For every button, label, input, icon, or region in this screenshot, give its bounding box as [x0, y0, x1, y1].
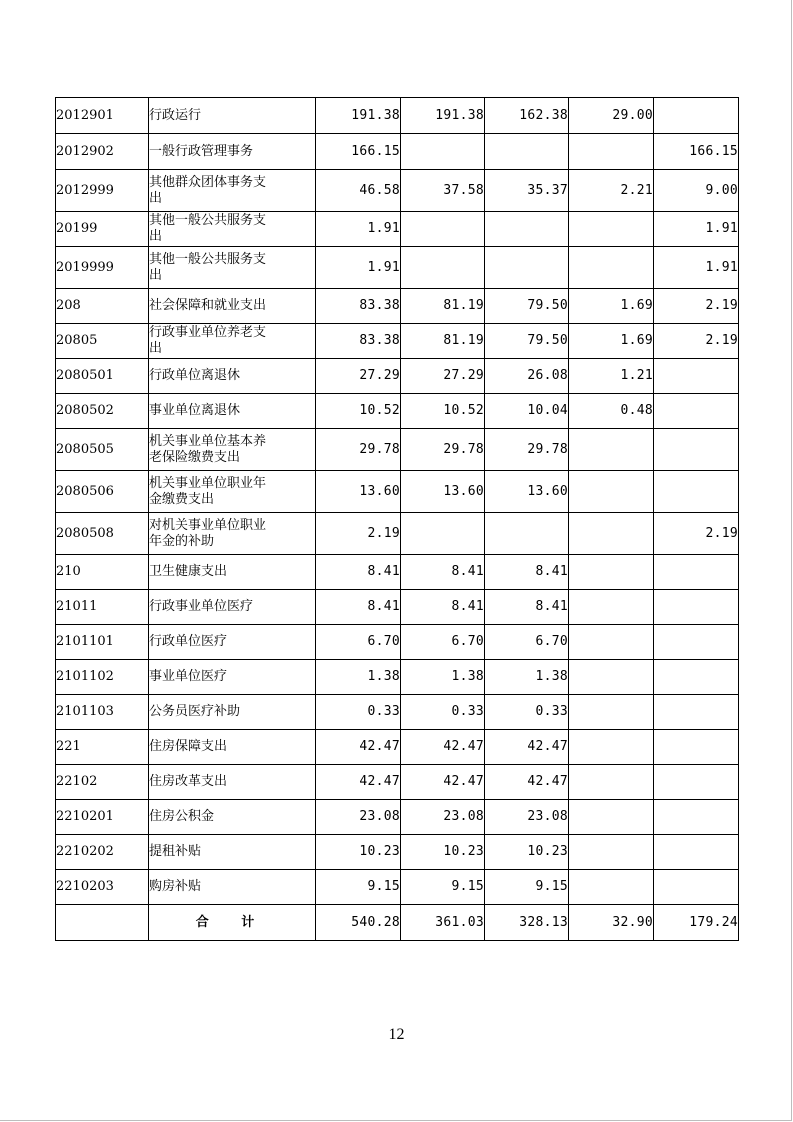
table-body — [56, 98, 739, 941]
subject-code: 2210202 — [56, 835, 149, 870]
amount-project — [654, 870, 739, 905]
amount-personnel: 6.70 — [485, 625, 569, 660]
table-row — [56, 730, 739, 765]
amount-personnel — [485, 134, 569, 170]
amount-basic: 13.60 — [401, 471, 485, 513]
subject-code: 22102 — [56, 765, 149, 800]
subject-name: 机关事业单位职业年金缴费支出 — [149, 475, 267, 507]
amount-total: 6.70 — [316, 625, 401, 660]
amount-basic: 191.38 — [401, 98, 485, 134]
subject-code: 2101103 — [56, 695, 149, 730]
amount-public — [569, 800, 654, 835]
amount-project: 1.91 — [654, 247, 739, 289]
amount-total: 1.91 — [316, 212, 401, 247]
amount-project — [654, 730, 739, 765]
subject-name: 机关事业单位基本养老保险缴费支出 — [149, 433, 267, 465]
amount-personnel: 9.15 — [485, 870, 569, 905]
amount-project — [654, 765, 739, 800]
table-row — [56, 625, 739, 660]
amount-project — [654, 590, 739, 625]
subject-name-cell — [149, 625, 316, 660]
subject-name: 住房保障支出 — [149, 739, 228, 754]
amount-project — [654, 660, 739, 695]
amount-personnel — [485, 212, 569, 247]
amount-project: 2.19 — [654, 324, 739, 359]
amount-basic — [401, 134, 485, 170]
subject-name: 事业单位医疗 — [149, 669, 228, 684]
subject-code: 2080508 — [56, 513, 149, 555]
subject-name-cell — [149, 289, 316, 324]
table-row — [56, 513, 739, 555]
total-row — [56, 905, 739, 941]
amount-basic: 42.47 — [401, 765, 485, 800]
amount-public — [569, 625, 654, 660]
amount-total: 8.41 — [316, 590, 401, 625]
table-row — [56, 359, 739, 394]
subject-code: 2080501 — [56, 359, 149, 394]
subject-name-cell — [149, 134, 316, 170]
amount-public: 2.21 — [569, 170, 654, 212]
amount-basic: 81.19 — [401, 289, 485, 324]
table-row — [56, 555, 739, 590]
subject-name: 其他一般公共服务支出 — [149, 213, 267, 244]
table-row — [56, 800, 739, 835]
amount-public — [569, 695, 654, 730]
amount-total: 1.38 — [316, 660, 401, 695]
table-row — [56, 870, 739, 905]
table-row — [56, 835, 739, 870]
subject-name: 住房公积金 — [149, 809, 215, 824]
amount-basic — [401, 212, 485, 247]
amount-basic: 81.19 — [401, 324, 485, 359]
table-row — [56, 289, 739, 324]
amount-project — [654, 429, 739, 471]
amount-project — [654, 394, 739, 429]
amount-personnel: 10.23 — [485, 835, 569, 870]
amount-personnel — [485, 513, 569, 555]
subject-name: 其他群众团体事务支出 — [149, 174, 267, 206]
subject-name-cell — [149, 471, 316, 513]
amount-basic: 42.47 — [401, 730, 485, 765]
subject-code: 2210201 — [56, 800, 149, 835]
amount-public — [569, 590, 654, 625]
subject-code: 2101101 — [56, 625, 149, 660]
amount-public — [569, 555, 654, 590]
table-row — [56, 212, 739, 247]
subject-name: 行政运行 — [149, 107, 202, 123]
subject-name: 住房改革支出 — [149, 774, 228, 789]
subject-name-cell — [149, 170, 316, 212]
subject-code: 208 — [56, 289, 149, 324]
amount-project — [654, 835, 739, 870]
amount-personnel: 1.38 — [485, 660, 569, 695]
amount-personnel: 42.47 — [485, 765, 569, 800]
subject-name-cell — [149, 800, 316, 835]
subject-name: 一般行政管理事务 — [149, 143, 254, 159]
amount-public — [569, 212, 654, 247]
subject-code: 2080506 — [56, 471, 149, 513]
amount-personnel: 23.08 — [485, 800, 569, 835]
subject-code: 221 — [56, 730, 149, 765]
amount-basic: 0.33 — [401, 695, 485, 730]
table-row — [56, 247, 739, 289]
amount-personnel: 13.60 — [485, 471, 569, 513]
amount-public — [569, 247, 654, 289]
subject-code: 20199 — [56, 212, 149, 247]
amount-public — [569, 870, 654, 905]
amount-basic: 37.58 — [401, 170, 485, 212]
amount-basic: 27.29 — [401, 359, 485, 394]
table-row — [56, 98, 739, 134]
amount-project — [654, 471, 739, 513]
amount-personnel: 162.38 — [485, 98, 569, 134]
amount-basic: 29.78 — [401, 429, 485, 471]
subject-name-cell — [149, 870, 316, 905]
amount-project: 166.15 — [654, 134, 739, 170]
total-personnel: 328.13 — [485, 905, 569, 941]
amount-total: 27.29 — [316, 359, 401, 394]
amount-basic: 1.38 — [401, 660, 485, 695]
amount-personnel: 42.47 — [485, 730, 569, 765]
subject-name: 对机关事业单位职业年金的补助 — [149, 517, 267, 549]
amount-total: 0.33 — [316, 695, 401, 730]
subject-name-cell — [149, 98, 316, 134]
amount-personnel: 79.50 — [485, 324, 569, 359]
amount-basic: 10.52 — [401, 394, 485, 429]
subject-name: 公务员医疗补助 — [149, 704, 241, 719]
amount-public: 1.69 — [569, 324, 654, 359]
budget-expenditure-table — [55, 97, 739, 941]
amount-public — [569, 471, 654, 513]
amount-public: 1.21 — [569, 359, 654, 394]
table-row — [56, 394, 739, 429]
subject-name: 购房补贴 — [149, 879, 202, 894]
amount-project — [654, 98, 739, 134]
amount-total: 42.47 — [316, 730, 401, 765]
amount-personnel: 29.78 — [485, 429, 569, 471]
amount-basic: 23.08 — [401, 800, 485, 835]
subject-code: 2210203 — [56, 870, 149, 905]
amount-total: 13.60 — [316, 471, 401, 513]
subject-name: 卫生健康支出 — [149, 564, 228, 579]
amount-basic: 8.41 — [401, 590, 485, 625]
amount-total: 23.08 — [316, 800, 401, 835]
amount-basic: 8.41 — [401, 555, 485, 590]
amount-public — [569, 835, 654, 870]
amount-project: 1.91 — [654, 212, 739, 247]
subject-name: 提租补贴 — [149, 844, 202, 859]
subject-code: 2012999 — [56, 170, 149, 212]
total-project: 179.24 — [654, 905, 739, 941]
subject-name-cell — [149, 429, 316, 471]
subject-name-cell — [149, 212, 316, 247]
table-row — [56, 324, 739, 359]
amount-total: 191.38 — [316, 98, 401, 134]
amount-public: 0.48 — [569, 394, 654, 429]
amount-basic: 6.70 — [401, 625, 485, 660]
amount-total: 10.52 — [316, 394, 401, 429]
amount-project: 9.00 — [654, 170, 739, 212]
total-basic: 361.03 — [401, 905, 485, 941]
subject-name-cell — [149, 590, 316, 625]
total-code-cell — [56, 905, 149, 941]
subject-name-cell — [149, 324, 316, 359]
amount-basic: 10.23 — [401, 835, 485, 870]
subject-name: 其他一般公共服务支出 — [149, 251, 267, 283]
amount-public — [569, 730, 654, 765]
subject-code: 210 — [56, 555, 149, 590]
table-row — [56, 660, 739, 695]
subject-name: 行政单位离退休 — [149, 368, 241, 383]
table-row — [56, 134, 739, 170]
subject-name: 社会保障和就业支出 — [149, 298, 267, 313]
amount-personnel: 26.08 — [485, 359, 569, 394]
subject-name-cell — [149, 359, 316, 394]
amount-personnel: 79.50 — [485, 289, 569, 324]
total-public: 32.90 — [569, 905, 654, 941]
amount-public — [569, 513, 654, 555]
amount-total: 166.15 — [316, 134, 401, 170]
amount-public: 29.00 — [569, 98, 654, 134]
subject-name: 事业单位离退休 — [149, 403, 241, 418]
subject-name-cell — [149, 695, 316, 730]
amount-total: 1.91 — [316, 247, 401, 289]
amount-public — [569, 134, 654, 170]
subject-code: 2012901 — [56, 98, 149, 134]
subject-code: 21011 — [56, 590, 149, 625]
subject-name-cell — [149, 660, 316, 695]
amount-personnel: 8.41 — [485, 555, 569, 590]
amount-project: 2.19 — [654, 513, 739, 555]
amount-total: 83.38 — [316, 289, 401, 324]
subject-name-cell — [149, 247, 316, 289]
table-row — [56, 471, 739, 513]
amount-project — [654, 555, 739, 590]
amount-basic — [401, 247, 485, 289]
total-amount: 540.28 — [316, 905, 401, 941]
amount-basic — [401, 513, 485, 555]
page-number: 12 — [388, 1026, 405, 1043]
amount-project — [654, 695, 739, 730]
amount-total: 2.19 — [316, 513, 401, 555]
amount-total: 42.47 — [316, 765, 401, 800]
subject-name-cell — [149, 765, 316, 800]
amount-personnel: 35.37 — [485, 170, 569, 212]
amount-personnel: 8.41 — [485, 590, 569, 625]
subject-code: 2080505 — [56, 429, 149, 471]
subject-name-cell — [149, 555, 316, 590]
subject-code: 2101102 — [56, 660, 149, 695]
amount-project: 2.19 — [654, 289, 739, 324]
subject-name: 行政事业单位医疗 — [149, 599, 254, 614]
amount-basic: 9.15 — [401, 870, 485, 905]
amount-total: 29.78 — [316, 429, 401, 471]
subject-name-cell — [149, 835, 316, 870]
subject-name-cell — [149, 394, 316, 429]
table-row — [56, 170, 739, 212]
amount-project — [654, 359, 739, 394]
subject-name: 行政单位医疗 — [149, 634, 228, 649]
subject-name-cell — [149, 730, 316, 765]
amount-public — [569, 765, 654, 800]
subject-code: 2012902 — [56, 134, 149, 170]
table-row — [56, 765, 739, 800]
amount-total: 9.15 — [316, 870, 401, 905]
amount-total: 83.38 — [316, 324, 401, 359]
amount-public: 1.69 — [569, 289, 654, 324]
amount-project — [654, 800, 739, 835]
amount-public — [569, 429, 654, 471]
table-row — [56, 429, 739, 471]
amount-personnel — [485, 247, 569, 289]
amount-public — [569, 660, 654, 695]
table-row — [56, 695, 739, 730]
amount-total: 8.41 — [316, 555, 401, 590]
amount-project — [654, 625, 739, 660]
subject-code: 2019999 — [56, 247, 149, 289]
table-row — [56, 590, 739, 625]
subject-name: 行政事业单位养老支出 — [149, 325, 267, 356]
total-label: 合 计 — [149, 905, 316, 941]
subject-code: 2080502 — [56, 394, 149, 429]
amount-personnel: 10.04 — [485, 394, 569, 429]
subject-code: 20805 — [56, 324, 149, 359]
amount-personnel: 0.33 — [485, 695, 569, 730]
amount-total: 46.58 — [316, 170, 401, 212]
amount-total: 10.23 — [316, 835, 401, 870]
subject-name-cell — [149, 513, 316, 555]
